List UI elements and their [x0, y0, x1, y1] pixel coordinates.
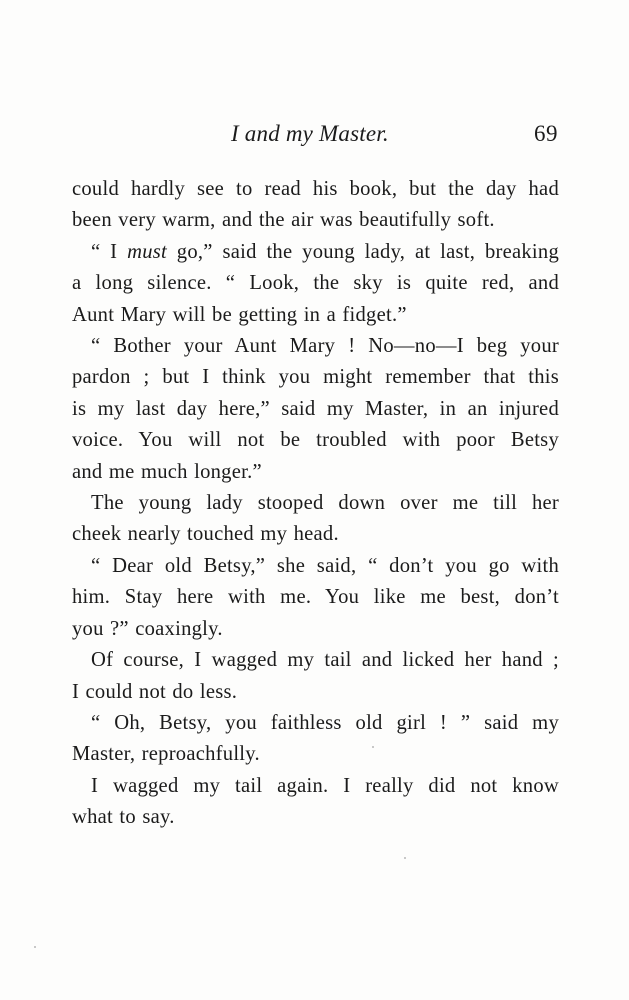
text-segment: “ I	[91, 240, 128, 263]
text-line: could hardly see to read his book, but the day had	[72, 178, 559, 200]
text-line: you ?” coaxingly.	[72, 617, 223, 640]
text-line: “ Bother your Aunt Mary ! No—no—I beg your	[91, 335, 559, 358]
print-speck	[34, 946, 36, 948]
text-line: I wagged my tail again. I really did not know	[91, 774, 559, 797]
text-line: “ Dear old Betsy,” she said, “ don’t you go with	[91, 554, 559, 577]
text-line: Aunt Mary will be getting in a fidget.”	[72, 303, 407, 326]
page-number: 69	[534, 121, 558, 146]
text-line: Master, reproachfully.	[72, 743, 260, 766]
text-line: voice. You will not be troubled with poor Betsy	[72, 429, 559, 452]
print-speck	[372, 746, 374, 748]
text-line: a long silence. “ Look, the sky is quite red, and	[72, 272, 559, 295]
running-head	[0, 121, 629, 155]
text-line: pardon ; but I think you might remember that this	[72, 366, 559, 389]
text-line: The young lady stooped down over me till her	[91, 492, 559, 515]
text-line: “ Oh, Betsy, you faithless old girl ! ” said my	[91, 711, 559, 734]
text-line: been very warm, and the air was beautifully soft.	[72, 209, 495, 232]
body-text	[72, 174, 559, 834]
print-speck	[404, 857, 406, 859]
text-line: and me much longer.”	[72, 460, 262, 483]
text-line: I could not do less.	[72, 680, 238, 703]
emphasized-word: must	[127, 240, 167, 263]
text-line	[72, 237, 559, 268]
running-title: I and my Master.	[231, 121, 389, 146]
text-line: him. Stay here with me. You like me best, don’t	[72, 586, 559, 609]
text-line: is my last day here,” said my Master, in an injured	[72, 397, 559, 420]
text-line: what to say.	[72, 806, 175, 829]
text-line: Of course, I wagged my tail and licked her hand ;	[91, 649, 559, 672]
text-line: cheek nearly touched my head.	[72, 523, 339, 546]
text-segment: go,” said the young lady, at last, breaking	[167, 240, 559, 263]
